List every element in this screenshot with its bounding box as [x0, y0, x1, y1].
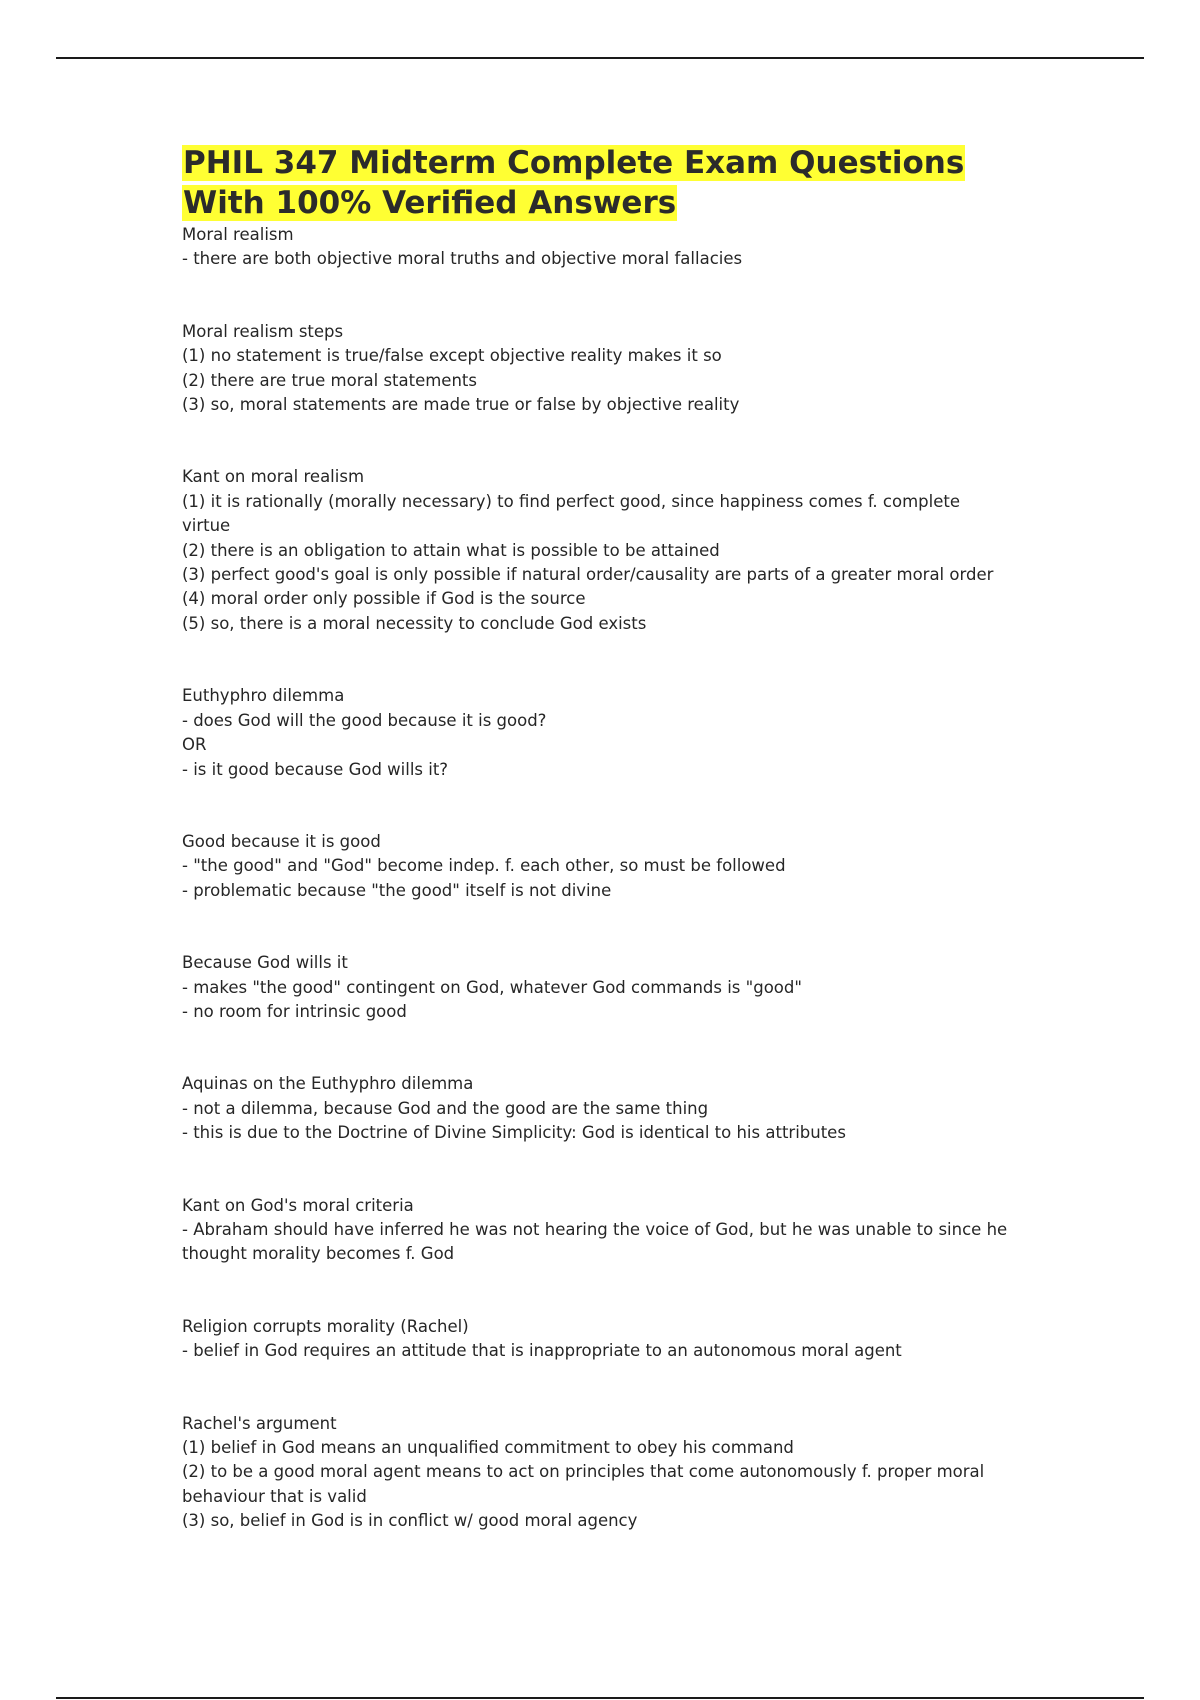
section-line: (5) so, there is a moral necessity to conclude God exists — [182, 613, 647, 633]
footer-rule — [56, 1697, 1144, 1699]
section-line: (4) moral order only possible if God is the source — [182, 589, 586, 609]
header-rule — [56, 57, 1144, 59]
section-line: (3) so, belief in God is in conflict w/ good moral agency — [182, 1511, 638, 1531]
section-line: (1) no statement is true/false except objective reality makes it so — [182, 346, 722, 366]
section-line: - this is due to the Doctrine of Divine Simplicity: God is identical to his attributes — [182, 1123, 846, 1143]
section-line: - no room for intrinsic good — [182, 1001, 407, 1021]
section-line: (3) so, moral statements are made true or false by objective reality — [182, 395, 740, 415]
section-line: (2) there are true moral statements — [182, 370, 477, 390]
qa-section — [182, 1412, 1012, 1534]
section-line: - makes "the good" contingent on God, whatever God commands is "good" — [182, 977, 802, 997]
section-heading: Good because it is good — [182, 831, 381, 851]
qa-section — [182, 1315, 1012, 1364]
qa-section — [182, 223, 1012, 272]
qa-section — [182, 684, 1012, 782]
document-title — [182, 143, 1012, 223]
section-line: - is it good because God wills it? — [182, 759, 449, 779]
qa-section — [182, 320, 1012, 418]
section-line: OR — [182, 735, 207, 755]
section-heading: Religion corrupts morality (Rachel) — [182, 1316, 469, 1336]
section-line: (1) belief in God means an unqualified commitment to obey his command — [182, 1438, 794, 1457]
document-body — [182, 143, 1012, 1534]
qa-section — [182, 1194, 1012, 1267]
section-line: (2) to be a good moral agent means to act on principles that come autonomously f. proper moral behaviour that is valid — [182, 1462, 990, 1506]
section-heading: Kant on God's moral criteria — [182, 1195, 414, 1215]
qa-section — [182, 465, 1012, 636]
section-line: - not a dilemma, because God and the good are the same thing — [182, 1098, 709, 1118]
section-heading: Rachel's argument — [182, 1413, 337, 1433]
section-line: - Abraham should have inferred he was not hearing the voice of God, but he was unable to since he thought morality becomes f. God — [182, 1219, 1013, 1264]
section-line: - does God will the good because it is good? — [182, 710, 547, 730]
section-heading: Kant on moral realism — [182, 467, 365, 487]
qa-section — [182, 951, 1012, 1024]
section-heading: Euthyphro dilemma — [182, 686, 345, 706]
section-heading: Because God wills it — [182, 953, 348, 973]
section-heading: Moral realism steps — [182, 321, 344, 341]
section-heading: Moral realism — [182, 225, 294, 244]
section-line: (3) perfect good's goal is only possible if natural order/causality are parts of a greater moral order — [182, 565, 994, 585]
qa-section — [182, 1072, 1012, 1145]
section-line: - problematic because "the good" itself is not divine — [182, 880, 612, 900]
title-highlight: PHIL 347 Midterm Complete Exam Questions With 100% Verified Answers — [183, 145, 965, 221]
section-line: - belief in God requires an attitude that is inappropriate to an autonomous moral agent — [182, 1341, 902, 1361]
section-line: (1) it is rationally (morally necessary) to find perfect good, since happiness comes f. complete virtue — [182, 491, 966, 536]
section-line: - "the good" and "God" become indep. f. each other, so must be followed — [182, 856, 786, 876]
section-heading: Aquinas on the Euthyphro dilemma — [182, 1074, 474, 1094]
section-line: (2) there is an obligation to attain what is possible to be attained — [182, 540, 720, 560]
section-line: - there are both objective moral truths and objective moral fallacies — [182, 249, 743, 269]
qa-section — [182, 830, 1012, 903]
